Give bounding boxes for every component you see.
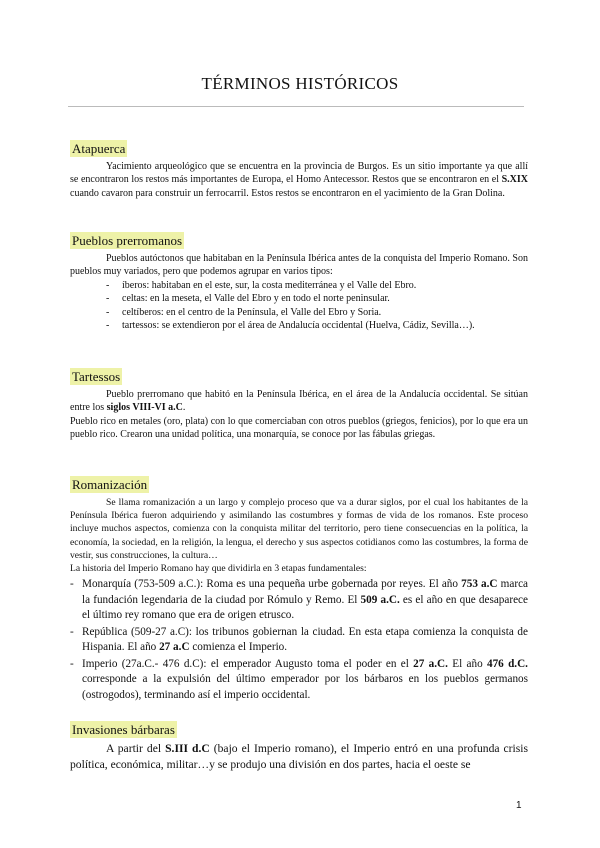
list-item: - tartessos: se extendieron por el área de Andalucía occidental (Huelva, Cádiz, Sevilla…). xyxy=(122,319,528,333)
title-divider xyxy=(68,106,524,107)
paragraph: A partir del S.III d.C (bajo el Imperio romano), el Imperio entró en una profunda crisis política, económica, militar…y se produjo una división en dos partes, hacia el oeste se xyxy=(70,742,529,771)
section-pueblos-prerromanos xyxy=(70,232,528,333)
etapas-list xyxy=(70,577,528,703)
list-item: - República (509-27 a.C): los tribunos gobiernan la ciudad. En esta etapa comienza la conquista de Hispania. El año 27 a.C comienza el Imperio. xyxy=(82,625,528,656)
section-heading: Romanización xyxy=(72,477,148,492)
section-heading: Tartessos xyxy=(72,369,121,384)
paragraph: Pueblo prerromano que habitó en la Península Ibérica, en el área de la Andalucía occidental. Se sitúan entre los siglos VIII-VI a.C. xyxy=(70,389,528,414)
paragraph: Yacimiento arqueológico que se encuentra en la provincia de Burgos. Es un sitio importante ya que allí se encontraron los restos más importantes de Europa, el Homo Antecessor. Restos que se encontraron en el S.XIX cuando cavaron para construir un ferrocarril. Estos restos se encontraron en el yacimiento de la Gran Dolina. xyxy=(70,161,528,199)
page-title: TÉRMINOS HISTÓRICOS xyxy=(201,74,399,93)
paragraph: Pueblo rico en metales (oro, plata) con lo que comerciaban con otros pueblos (griegos, fenicios), por lo que era un pueblo rico. Crearon una unidad política, una monarquía, se conoce por las fábulas griegas. xyxy=(70,415,528,440)
list-item: - Monarquía (753-509 a.C.): Roma es una pequeña urbe gobernada por reyes. El año 753 a.C marca la fundación legendaria de la ciudad por Rómulo y Remo. El 509 a.C. es el año en que desaparece el último rey romano que era de origen etrusco. xyxy=(82,577,528,624)
list-item: - Imperio (27a.C.- 476 d.C): el emperador Augusto toma el poder en el 27 a.C. El año 476 d.C. corresponde a la expulsión del último emperador por los bárbaros en los pueblos germanos (ostrogodos), terminando así el imperio occidental. xyxy=(82,657,528,704)
section-heading: Pueblos prerromanos xyxy=(72,233,183,248)
section-heading: Invasiones bárbaras xyxy=(72,722,175,737)
section-invasiones-barbaras xyxy=(70,721,528,773)
section-tartessos xyxy=(70,368,528,441)
paragraph: Se llama romanización a un largo y complejo proceso que va a durar siglos, por el cual los habitantes de la Península Ibérica fueron adquiriendo y asimilando las costumbres y formas de vida de los romanos. Este proceso incluye muchos aspectos, comienza con la conquista militar del territorio, pero tiene consecuencias en la política, la economía, la sociedad, en la religión, la lengua, el derecho y sus aspectos cotidianos como las costumbres, la forma de vestir, sus construcciones, la cultura… xyxy=(70,497,528,561)
paragraph: La historia del Imperio Romano hay que dividirla en 3 etapas fundamentales: xyxy=(70,563,367,575)
page-number: 1 xyxy=(516,800,522,811)
section-romanizacion xyxy=(70,476,528,704)
section-atapuerca xyxy=(70,140,528,200)
list-item: - celtas: en la meseta, el Valle del Ebro y en todo el norte peninsular. xyxy=(122,292,528,306)
list-item: - íberos: habitaban en el este, sur, la costa mediterránea y el Valle del Ebro. xyxy=(122,279,528,293)
list-item: - celtíberos: en el centro de la Península, el Valle del Ebro y Soria. xyxy=(122,306,528,320)
paragraph: Pueblos autóctonos que habitaban en la Península Ibérica antes de la conquista del Imperio Romano. Son pueblos muy variados, pero que podemos agrupar en varios tipos: xyxy=(70,253,528,278)
section-heading: Atapuerca xyxy=(72,141,126,156)
pueblos-list xyxy=(70,279,528,333)
